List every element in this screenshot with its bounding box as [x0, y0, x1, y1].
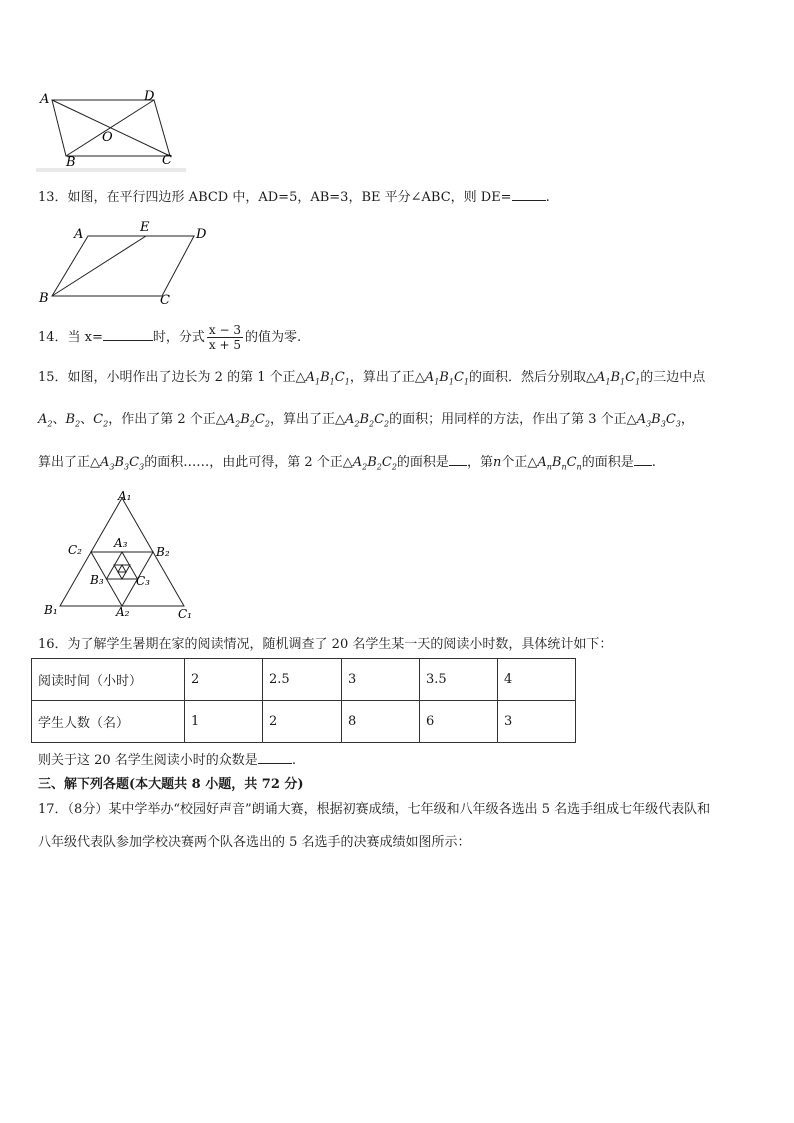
section-3-title: 三、解下列各题(本大题共 8 小题，共 72 分) — [38, 777, 304, 792]
math-n: n — [492, 455, 502, 470]
math-anbncn: $A_nB_nC_n$ — [537, 455, 582, 472]
math-a2b2c2: $A_2B_2C_2$ — [225, 412, 270, 429]
math-a3b3c3: $A_3B_3C_3$ — [100, 455, 145, 472]
q15-text: 15．如图，小明作出了边长为 2 的第 1 个正△ — [38, 370, 306, 385]
question-17-line-2 — [38, 834, 471, 852]
math-a1b1c1: $A_1B_1C_1$ — [596, 370, 641, 387]
table-cell: 3 — [498, 701, 576, 743]
q15-text: ，算出了正△ — [269, 412, 345, 427]
fraction-denominator: x + 5 — [208, 338, 242, 352]
q15-text: ，作出了第 2 个正△ — [108, 412, 226, 427]
label-c: C — [162, 153, 172, 168]
table-cell: 3 — [342, 659, 420, 701]
q15-text: 的面积是 — [396, 455, 449, 470]
label-a1: A₁ — [118, 489, 132, 503]
question-15-line-1 — [38, 369, 705, 392]
question-14-suffix: 的值为零. — [245, 330, 302, 345]
label-c2: C₂ — [68, 543, 82, 557]
label-d: D — [144, 89, 155, 104]
q15-text: 的面积．然后分别取△ — [469, 370, 596, 385]
fraction — [207, 323, 243, 352]
table-cell: 学生人数（名） — [32, 701, 185, 743]
diagonal-ac — [52, 100, 170, 156]
table-cell: 1 — [185, 701, 263, 743]
q15-text: 、 — [80, 412, 94, 427]
question-17-text: 17．（8分）某中学举办“校园好声音”朗诵大赛，根据初赛成绩，七年级和八年级各选出 5 名选手组成七年级代表队和 — [38, 802, 711, 817]
section-3-heading — [38, 776, 304, 794]
question-16-after-text: 则关于这 20 名学生阅读小时的众数是 — [38, 753, 258, 768]
question-15-line-3 — [38, 453, 656, 477]
q15-text: 算出了正△ — [38, 455, 100, 470]
question-16-end: . — [291, 753, 296, 768]
table-cell: 2 — [263, 701, 342, 743]
question-13 — [38, 188, 550, 207]
question-17-line-1 — [38, 801, 710, 819]
math-a2b2c2: $A_2B_2C_2$ — [352, 455, 397, 472]
label-b: B — [39, 291, 49, 306]
table-row — [32, 701, 576, 743]
q15-text: 的面积……，由此可得，第 2 个正△ — [144, 455, 353, 470]
label-a: A — [40, 92, 50, 107]
label-b: B — [66, 155, 76, 170]
figure-bottom-shade — [36, 168, 186, 172]
label-c1: C₁ — [178, 607, 192, 621]
question-14-mid: 时，分式 — [152, 330, 205, 345]
table-row — [32, 659, 576, 701]
question-15-line-2 — [38, 411, 694, 434]
math-c2: $C_2$ — [93, 412, 109, 429]
answer-blank-13[interactable] — [512, 188, 546, 201]
q15-text: 的面积；用同样的方法，作出了第 3 个正△ — [389, 412, 637, 427]
fraction-numerator: x − 3 — [208, 323, 242, 337]
math-a1b1c1: $A_1B_1C_1$ — [305, 370, 350, 387]
parallelogram-abcde-figure — [36, 220, 216, 306]
question-17-text: 八年级代表队参加学校决赛两个队各选出的 5 名选手的决赛成绩如图所示： — [38, 835, 471, 850]
diagonal-bd — [66, 100, 154, 156]
question-16-text: 16．为了解学生暑期在家的阅读情况，随机调查了 20 名学生某一天的阅读小时数，具体统计如下： — [38, 637, 613, 652]
math-a2: $A_2$ — [38, 412, 53, 429]
answer-blank-14[interactable] — [103, 328, 153, 341]
parallelogram-abcd-o-figure — [36, 86, 186, 172]
answer-blank-16[interactable] — [258, 751, 292, 764]
label-b1: B₁ — [44, 603, 58, 617]
segment-be — [52, 236, 146, 296]
q15-text: . — [651, 455, 656, 470]
question-14 — [38, 320, 301, 356]
q15-text: 个正△ — [501, 455, 538, 470]
label-o: O — [102, 130, 113, 145]
q15-text: ，第 — [466, 455, 493, 470]
q15-text: ，算出了正△ — [349, 370, 425, 385]
answer-blank-15b[interactable] — [634, 453, 652, 466]
nested-triangles-figure — [36, 488, 206, 623]
table-cell: 6 — [420, 701, 498, 743]
table-cell: 阅读时间（小时） — [32, 659, 185, 701]
q15-text: 的三边中点 — [640, 370, 706, 385]
math-a1b1c1: $A_1B_1C_1$ — [424, 370, 469, 387]
parallelogram-outline — [52, 236, 194, 296]
label-e: E — [140, 220, 150, 235]
math-a2b2c2: $A_2B_2C_2$ — [344, 412, 390, 429]
question-16-followup — [38, 751, 296, 770]
table-cell: 8 — [342, 701, 420, 743]
q15-text: ， — [680, 412, 694, 427]
label-c: C — [160, 293, 170, 306]
label-a2: A₂ — [116, 605, 130, 619]
label-c3: C₃ — [136, 574, 150, 588]
answer-blank-15a[interactable] — [449, 453, 467, 466]
triangle-5 — [118, 565, 126, 572]
q15-text: 、 — [52, 412, 66, 427]
label-d: D — [196, 227, 207, 242]
table-cell: 2.5 — [263, 659, 342, 701]
math-a3b3c3: $A_3B_3C_3$ — [636, 412, 681, 429]
question-13-text: 13．如图，在平行四边形 ABCD 中，AD=5，AB=3，BE 平分∠ABC，则 DE= — [38, 190, 512, 205]
table-cell: 2 — [185, 659, 263, 701]
q15-text: 的面积是 — [581, 455, 634, 470]
reading-stats-table — [31, 658, 576, 743]
label-b2: B₂ — [156, 545, 170, 559]
question-14-prefix: 14．当 x= — [38, 330, 103, 345]
label-a: A — [74, 227, 84, 242]
table-cell: 4 — [498, 659, 576, 701]
question-13-end: . — [545, 190, 550, 205]
table-cell: 3.5 — [420, 659, 498, 701]
question-16-intro — [38, 636, 612, 654]
label-a3: A₃ — [114, 536, 128, 550]
math-b2: $B_2$ — [65, 412, 81, 429]
label-b3: B₃ — [90, 573, 104, 587]
